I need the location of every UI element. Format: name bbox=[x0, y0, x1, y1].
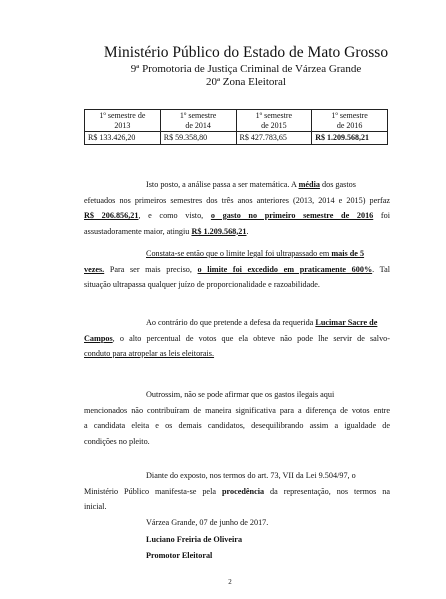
expenses-table bbox=[84, 109, 388, 145]
table-header-cell: 1º semestre de 2013 bbox=[85, 110, 161, 132]
table-cell: R$ 1.209.568,21 bbox=[312, 132, 388, 145]
table-values-row bbox=[85, 132, 388, 145]
page-number: 2 bbox=[228, 578, 232, 586]
table-header-row bbox=[85, 110, 388, 132]
paragraph-defense: Ao contrário do que pretende a defesa da requerida Lucimar Sacre de Campos, o alto percentual de votos que ela obteve não pode lhe servir de salvo- conduto para atropelar as leis eleitorais. bbox=[84, 318, 390, 358]
table-cell: R$ 427.783,65 bbox=[236, 132, 312, 145]
paragraph-conclusion: Diante do exposto, nos termos do art. 73, VII da Lei 9.504/97, o Ministério Público manifesta-se pela procedência da representação, nos termos na inicial. Várzea Grande, 07 de junho de 2017. bbox=[84, 468, 390, 530]
table-header-cell: 1º semestre de 2014 bbox=[160, 110, 236, 132]
table-cell: R$ 59.358,80 bbox=[160, 132, 236, 145]
paragraph-limit: Constata-se então que o limite legal foi ultrapassado em mais de 5 vezes. Para ser mais preciso, o limite foi excedido em praticamente 600%. Tal situação ultrapassa qualquer juízo de proporcionalidade e razoabilidade. bbox=[84, 249, 391, 289]
header-zone: 20ª Zona Eleitoral bbox=[205, 76, 286, 88]
paragraph-analysis: Isto posto, a análise passa a ser matemática. A média dos gastos efetuados nos primeiros semestres dos três anos anteriores (2013, 2014 e 2015) perfaz R$ 206.856,21, e como visto, o gasto no primeiro semestre de 2016 foi assustadoramente maior, atingiu R$ 1.209.568,21. bbox=[84, 180, 390, 236]
table-header-cell: 1º semestre de 2015 bbox=[236, 110, 312, 132]
header-subtitle: 9ª Promotoria de Justiça Criminal de Várzea Grande bbox=[130, 63, 362, 75]
date-line: Várzea Grande, 07 de junho de 2017. bbox=[146, 517, 269, 527]
header-title: Ministério Público do Estado de Mato Grosso bbox=[103, 44, 389, 61]
table-header-cell: 1º semestre de 2016 bbox=[312, 110, 388, 132]
paragraph-impact: Outrossim, não se pode afirmar que os gastos ilegais aqui mencionados não contribuíram de maneira significativa para a diferença de votos entre a candidata eleita e os demais candidatos, desequilibrando assim a igualdade de condições no pleito. bbox=[84, 390, 390, 446]
signature-role: Promotor Eleitoral bbox=[146, 551, 213, 560]
signature-name: Luciano Freiria de Oliveira bbox=[146, 535, 243, 544]
table-cell: R$ 133.426,20 bbox=[85, 132, 161, 145]
